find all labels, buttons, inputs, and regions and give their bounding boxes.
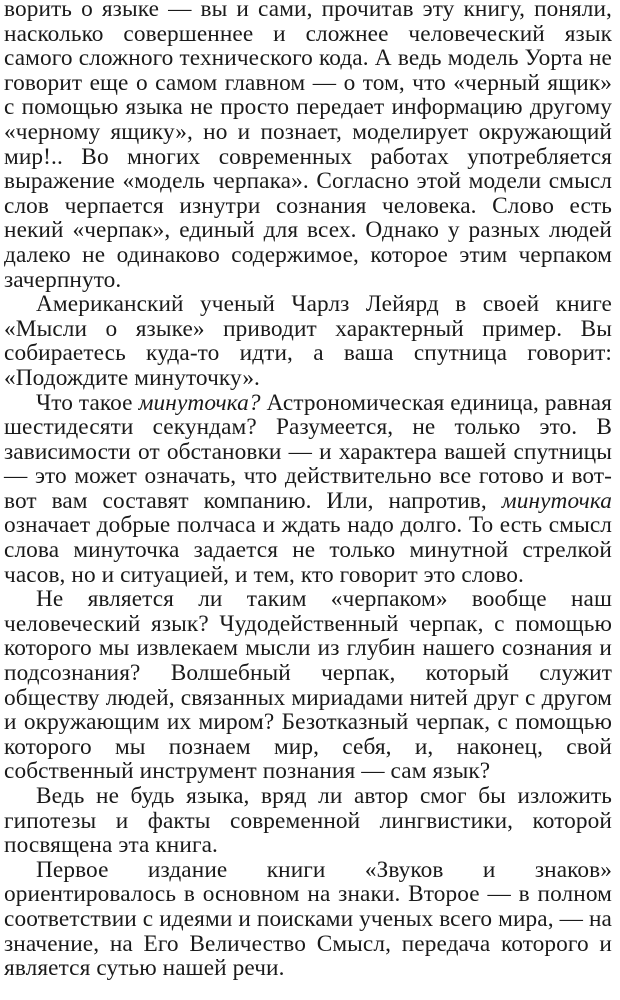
paragraph-2: Американский ученый Чарлз Лейярд в своей книге «Мысли о языке» приводит характерный пример. Вы собираетесь куда-то идти, а ваша спутница говорит: «Подождите минуточку». — [4, 291, 612, 391]
paragraph-6: Первое издание книги «Звуков и знаков» ориентировалось в основном на знаки. Второе — в полном соответствии с идеями и поисками ученых всего мира, — на значение, на Его Величество Смысл, передача которого и является сутью нашей речи. — [4, 856, 612, 982]
paragraph-3-text-3: означает добрые полчаса и ждать надо долго. То есть смысл слова минуточка задается не только минутной стрелкой часов, но и ситуацией, и тем, кто говорит это слово. — [4, 512, 612, 588]
paragraph-4: Не является ли таким «черпаком» вообще наш человеческий язык? Чудодейственный черпак, с помощью которого мы извлекаем мысли из глубин нашего сознания и подсознания? Волшебный черпак, который служит обществу людей, связанных мириадами нитей друг с другом и окружающим их миром? Безотказный черпак, с помощью которого мы познаем мир, себя, и, наконец, свой собственный инструмент познания — сам язык? — [4, 586, 612, 785]
paragraph-3-text-2: Астрономическая единица, равная шестидесяти секундам? Разумеется, не только это. В зависимости от обстановки — и характера вашей спутницы — это может означать, что действительно все готово и вот-вот вам составят компанию. Или, напротив, — [4, 389, 612, 514]
paragraph-3-italic-2: минуточка — [501, 487, 612, 514]
paragraph-3 — [4, 391, 612, 588]
paragraph-5: Ведь не будь языка, вряд ли автор смог бы изложить гипотезы и факты современной лингвистики, которой посвящена эта книга. — [4, 783, 612, 859]
paragraph-3-text-1: Что такое — [36, 389, 139, 416]
paragraph-1: ворить о языке — вы и сами, прочитав эту книгу, поняли, насколько совершеннее и сложнее человеческий язык самого сложного технического кода. А ведь модель Уорта не говорит еще о самом главном — о том, что «черный ящик» с помощью языка не просто передает информацию другому «черному ящику», но и познает, моделирует окружающий мир!.. Во многих современных работах употребляется выражение «модель черпака». Согласно этой модели смысл слов черпается изнутри сознания человека. Слово есть некий «черпак», единый для всех. Однако у разных людей далеко не одинаково содержимое, которое этим черпаком зачерпнуто. — [4, 0, 612, 293]
paragraph-3-italic-1: минуточка? — [138, 389, 261, 416]
